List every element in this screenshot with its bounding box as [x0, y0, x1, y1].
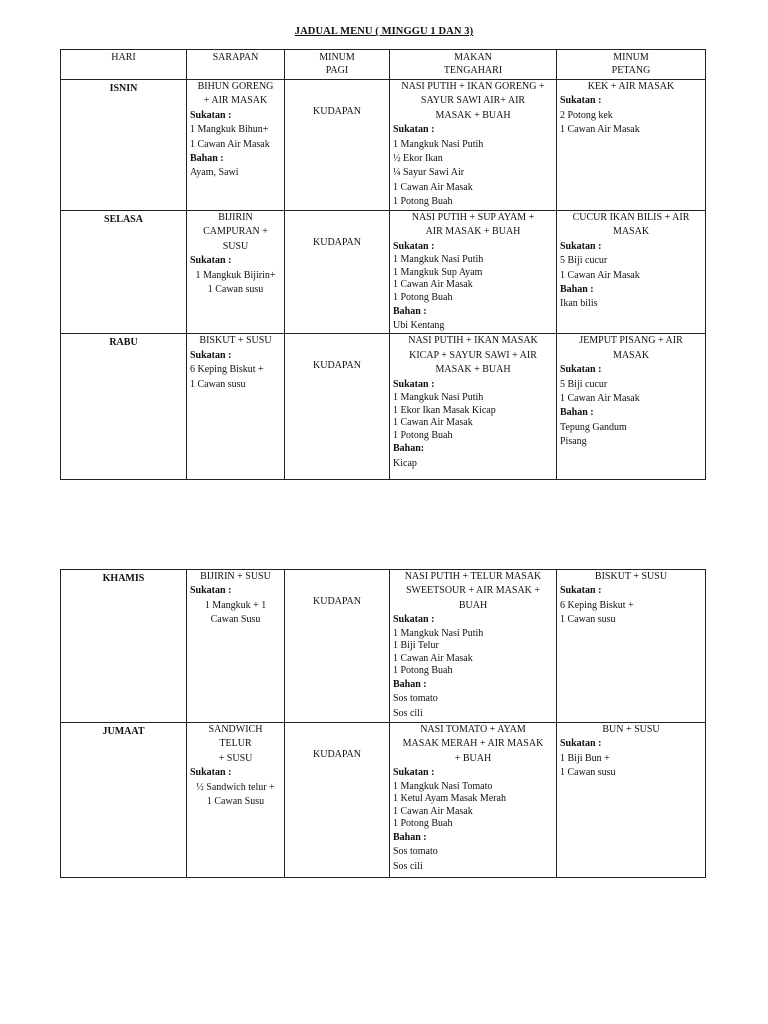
menu-table-bottom	[60, 569, 706, 878]
dish-line: BUAH	[458, 599, 488, 611]
minum-petang-cell	[557, 570, 706, 723]
sarapan-cell	[187, 211, 285, 334]
sukatan-line: 1 Cawan Air Masak	[190, 138, 270, 150]
bahan-label: Bahan :	[190, 153, 224, 165]
sukatan-label: Sukatan :	[190, 255, 232, 267]
bahan-label: Bahan :	[560, 407, 594, 419]
sukatan-line: ½ Ekor Ikan	[393, 153, 443, 165]
sukatan-line: 1 Potong Buah	[393, 429, 453, 441]
header-minum-petang: MINUM PETANG	[557, 50, 706, 80]
minum-pagi-cell: KUDAPAN	[285, 570, 390, 723]
tengahari-cell	[390, 723, 557, 878]
dish-line: SAYUR SAWI AIR+ AIR	[420, 95, 526, 107]
table-row	[61, 80, 706, 211]
sukatan-line: 1 Cawan Air Masak	[393, 805, 473, 817]
sukatan-label: Sukatan :	[560, 364, 602, 376]
sukatan-line: 1 Cawan Air Masak	[560, 393, 640, 405]
bahan-line: Pisang	[560, 436, 587, 448]
tengahari-cell	[390, 80, 557, 211]
sukatan-line: 1 Cawan Air Masak	[560, 269, 640, 281]
day-cell: ISNIN	[61, 80, 187, 211]
dish-line: MASAK + BUAH	[435, 364, 511, 376]
dish-line: MASAK + BUAH	[435, 109, 511, 121]
minum-pagi-cell: KUDAPAN	[285, 334, 390, 480]
sukatan-line: 1 Mangkuk Bihun+	[190, 124, 269, 136]
dish-line: AIR MASAK + BUAH	[425, 226, 521, 238]
sukatan-line: 1 Biji Bun +	[560, 752, 610, 764]
sukatan-line: 1 Cawan Air Masak	[393, 181, 473, 193]
bahan-line: Sos cili	[393, 707, 423, 719]
day-cell: JUMAAT	[61, 723, 187, 878]
sukatan-label: Sukatan :	[190, 109, 232, 121]
sukatan-line: 1 Potong Buah	[393, 196, 453, 208]
sarapan-cell	[187, 723, 285, 878]
sukatan-label: Sukatan :	[393, 614, 435, 626]
dish-line: KICAP + SAYUR SAWI + AIR	[409, 349, 537, 361]
sukatan-line: Cawan Susu	[210, 614, 261, 626]
header-row	[61, 50, 706, 80]
bahan-label: Bahan :	[393, 679, 427, 690]
sukatan-label: Sukatan :	[190, 767, 232, 779]
sukatan-line: ¼ Sayur Sawi Air	[393, 167, 465, 179]
bahan-label: Bahan :	[393, 832, 427, 843]
tengahari-cell	[390, 334, 557, 480]
sukatan-line: 1 Cawan Air Masak	[393, 417, 473, 429]
dish-line: TELUR	[219, 738, 252, 750]
tengahari-cell	[390, 211, 557, 334]
bahan-label: Bahan :	[560, 284, 594, 296]
dish-line: NASI PUTIH + IKAN MASAK	[408, 335, 538, 347]
dish-line: MASAK	[612, 349, 650, 361]
sukatan-line: 1 Cawan susu	[190, 378, 246, 390]
sukatan-line: 1 Cawan susu	[560, 614, 616, 626]
minum-petang-cell	[557, 334, 706, 480]
sukatan-line: 6 Keping Biskut +	[190, 364, 264, 376]
sukatan-line: 1 Potong Buah	[393, 818, 453, 830]
sarapan-cell	[187, 570, 285, 723]
sukatan-line: 1 Mangkuk Bijirin+	[195, 269, 276, 281]
bahan-line: Kicap	[393, 457, 417, 469]
sukatan-line: 1 Cawan Susu	[206, 796, 265, 808]
sukatan-line: 5 Biji cucur	[560, 378, 608, 390]
sukatan-line: 6 Keping Biskut +	[560, 599, 634, 611]
table-row	[61, 334, 706, 480]
sukatan-label: Sukatan :	[560, 585, 602, 597]
sukatan-line: 5 Biji cucur	[560, 255, 608, 267]
bahan-line: Sos tomato	[393, 693, 438, 705]
sukatan-line: 1 Potong Buah	[393, 665, 453, 677]
sukatan-line: 1 Cawan Air Masak	[560, 124, 640, 136]
sukatan-line: 1 Cawan Air Masak	[393, 279, 473, 291]
sukatan-label: Sukatan :	[190, 585, 232, 597]
dish-line: BIJIRIN + SUSU	[200, 571, 271, 582]
bahan-line: Ikan bilis	[560, 298, 598, 310]
tengahari-cell	[390, 570, 557, 723]
header-sarapan: SARAPAN	[187, 50, 285, 80]
table-row	[61, 211, 706, 334]
day-cell: SELASA	[61, 211, 187, 334]
sukatan-line: 1 Cawan susu	[560, 767, 616, 779]
dish-line: JEMPUT PISANG + AIR	[579, 335, 683, 347]
dish-line: CAMPURAN +	[203, 226, 268, 238]
dish-line: BISKUT + SUSU	[594, 571, 668, 582]
bahan-label: Bahan:	[393, 443, 425, 455]
sukatan-line: 1 Cawan susu	[207, 284, 264, 296]
bahan-line: Sos cili	[393, 860, 423, 872]
sukatan-line: 1 Mangkuk Nasi Putih	[393, 254, 484, 266]
day-cell: KHAMIS	[61, 570, 187, 723]
bahan-line: Ubi Kentang	[393, 320, 445, 331]
minum-petang-cell	[557, 211, 706, 334]
minum-petang-cell	[557, 80, 706, 211]
sukatan-line: 1 Mangkuk Sup Ayam	[393, 266, 483, 278]
sukatan-label: Sukatan :	[560, 95, 602, 107]
sukatan-line: 1 Mangkuk Nasi Putih	[393, 138, 484, 150]
dish-line: MASAK MERAH + AIR MASAK	[402, 738, 544, 750]
sukatan-line: 1 Mangkuk Nasi Tomato	[393, 780, 493, 792]
sukatan-label: Sukatan :	[393, 240, 435, 252]
dish-line: BISKUT + SUSU	[199, 335, 272, 347]
minum-pagi-cell: KUDAPAN	[285, 80, 390, 211]
dish-line: NASI PUTIH + SUP AYAM +	[411, 212, 535, 223]
header-makan-tengahari: MAKAN TENGAHARI	[390, 50, 557, 80]
dish-line: SANDWICH	[208, 724, 263, 735]
dish-line: CUCUR IKAN BILIS + AIR	[572, 212, 690, 223]
dish-line: BUN + SUSU	[602, 724, 660, 735]
bahan-line: Tepung Gandum	[560, 421, 627, 433]
sukatan-line: 1 Mangkuk Nasi Putih	[393, 627, 484, 639]
dish-line: NASI PUTIH + TELUR MASAK	[404, 571, 542, 582]
dish-line: + AIR MASAK	[203, 95, 268, 107]
sukatan-line: 1 Mangkuk Nasi Putih	[393, 392, 484, 404]
minum-pagi-cell: KUDAPAN	[285, 211, 390, 334]
bahan-line: Sos tomato	[393, 846, 438, 858]
dish-line: + BUAH	[454, 752, 492, 764]
bahan-line: Ayam, Sawi	[190, 167, 239, 179]
day-cell: RABU	[61, 334, 187, 480]
minum-pagi-cell: KUDAPAN	[285, 723, 390, 878]
dish-line: SUSU	[222, 240, 249, 252]
table-row	[61, 570, 706, 723]
dish-line: NASI TOMATO + AYAM	[420, 724, 526, 735]
sukatan-label: Sukatan :	[560, 738, 602, 750]
bahan-label: Bahan :	[393, 305, 427, 317]
sukatan-line: 1 Ketul Ayam Masak Merah	[393, 793, 506, 805]
minum-petang-cell	[557, 723, 706, 878]
sukatan-line: 1 Ekor Ikan Masak Kicap	[393, 404, 496, 416]
header-minum-pagi: MINUM PAGI	[285, 50, 390, 80]
sukatan-line: 1 Cawan Air Masak	[393, 652, 473, 664]
sarapan-cell	[187, 334, 285, 480]
dish-line: KEK + AIR MASAK	[587, 81, 675, 92]
sukatan-line: 2 Potong kek	[560, 109, 613, 121]
table-row	[61, 723, 706, 878]
sukatan-label: Sukatan :	[190, 349, 232, 361]
sarapan-cell	[187, 80, 285, 211]
dish-line: SWEETSOUR + AIR MASAK +	[405, 585, 541, 597]
sukatan-label: Sukatan :	[393, 378, 435, 390]
dish-line: NASI PUTIH + IKAN GORENG +	[401, 81, 545, 92]
sukatan-label: Sukatan :	[393, 767, 435, 779]
sukatan-label: Sukatan :	[393, 124, 435, 136]
dish-line: MASAK	[612, 226, 650, 238]
page-title: JADUAL MENU ( MINGGU 1 DAN 3)	[294, 26, 474, 37]
dish-line: BIHUN GORENG	[197, 81, 274, 92]
sukatan-line: 1 Mangkuk + 1	[204, 599, 267, 611]
sukatan-label: Sukatan :	[560, 240, 602, 252]
sukatan-line: 1 Potong Buah	[393, 292, 453, 303]
sukatan-line: 1 Biji Telur	[393, 640, 439, 652]
dish-line: BIJIRIN	[218, 212, 253, 223]
menu-table-top	[60, 49, 706, 480]
dish-line: + SUSU	[218, 752, 253, 764]
sukatan-line: ½ Sandwich telur +	[196, 781, 275, 793]
header-hari: HARI	[61, 50, 187, 80]
